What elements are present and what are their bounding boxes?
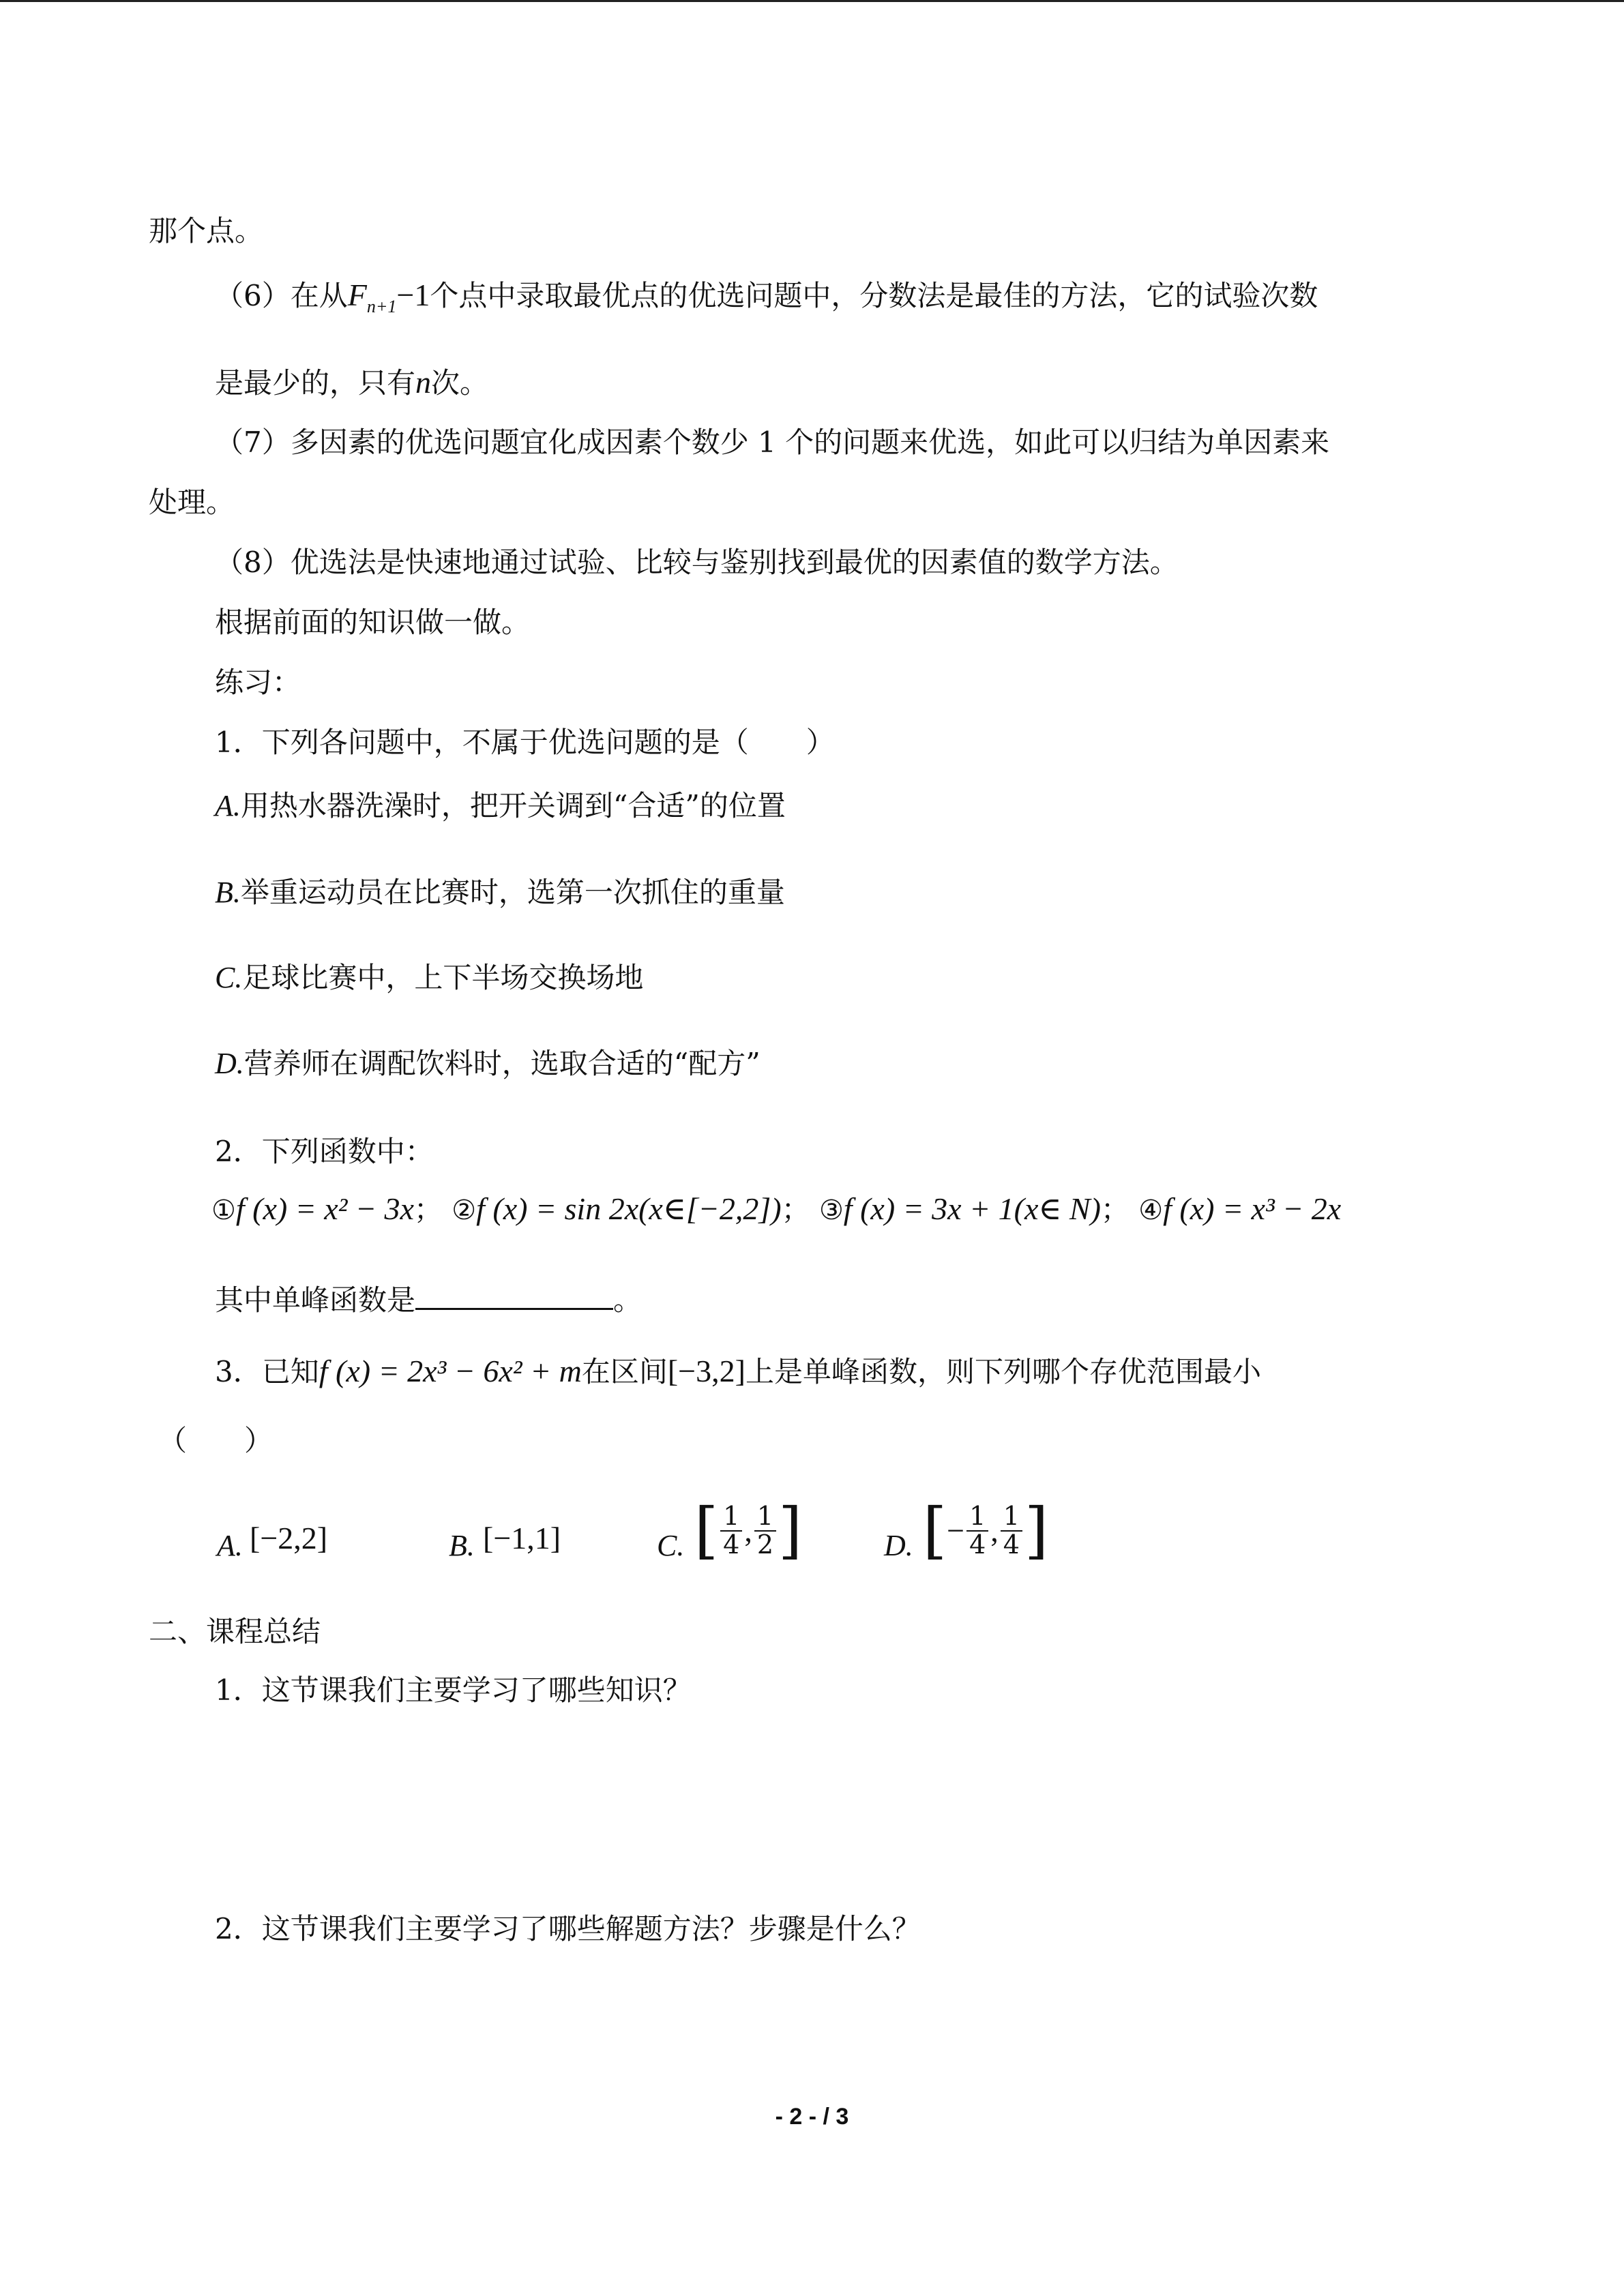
option-a (215, 791, 786, 821)
text-segment: （6）在从 (215, 279, 348, 312)
option-label: C. (657, 1529, 685, 1562)
text-segment: 其中单峰函数是 (215, 1283, 416, 1317)
answer-paren: （ ） (158, 1424, 274, 1457)
text-line: （7）多因素的优选问题宜化成因素个数少 1 个的问题来优选，如此可以归结为单因素来 (215, 426, 1330, 459)
top-border (0, 0, 1624, 2)
math-expr: f (x) = x³ − 2x (1163, 1191, 1342, 1226)
option-label: D. (215, 1047, 244, 1080)
fraction: $\frac{1}{4}$ (1001, 1503, 1022, 1559)
text-segment: 次。 (431, 366, 489, 400)
option-d (215, 1049, 761, 1079)
circled-number: ① (211, 1195, 236, 1226)
circled-number: ④ (1138, 1195, 1164, 1226)
option-text: 营养师在调配饮料时，选取合适的“配方” (243, 1047, 761, 1080)
option-label: D. (884, 1529, 913, 1562)
summary-question-2: 2．这节课我们主要学习了哪些解题方法？步骤是什么？ (215, 1912, 921, 1945)
question-2: 2．下列函数中： (215, 1135, 434, 1168)
option-value: [ − $\frac{1}{4}$ , $\frac{1}{4}$ ] (923, 1495, 1049, 1566)
text-segment: 是最少的，只有 (215, 366, 416, 400)
answer-blank (415, 1282, 613, 1310)
math-expr: f (x) = 2x³ − 6x² + m (319, 1354, 582, 1388)
math-expr: n (415, 365, 432, 400)
option-value: [−2,2] (250, 1521, 328, 1555)
option-label: A. (215, 789, 241, 822)
question-3 (215, 1356, 1261, 1387)
separator: ； (413, 1193, 443, 1226)
text-segment: 个点中录取最优点的优选问题中，分数法是最佳的方法，它的试验次数 (430, 279, 1318, 312)
option-text: 用热水器洗澡时，把开关调到“合适”的位置 (240, 789, 786, 822)
fraction: $\frac{1}{4}$ (720, 1503, 742, 1559)
section-heading: 二、课程总结 (149, 1615, 321, 1648)
circled-number: ③ (818, 1195, 844, 1226)
text-segment: 在区间 (581, 1355, 668, 1388)
math-expr: f (x) = sin 2x(x∈[−2,2]) (476, 1191, 782, 1226)
text-segment: 上是单峰函数，则下列哪个存优范围最小 (745, 1355, 1261, 1388)
separator: ； (781, 1193, 810, 1226)
option-value: [ $\frac{1}{4}$ , $\frac{1}{2}$ ] (694, 1495, 803, 1566)
text-segment: 3．已知 (215, 1355, 319, 1388)
option-label: C. (215, 961, 243, 994)
separator: ； (1100, 1193, 1130, 1226)
fraction: $\frac{1}{2}$ (754, 1503, 776, 1559)
function-list (211, 1193, 1341, 1225)
option-label: B. (449, 1529, 475, 1562)
fraction: $\frac{1}{4}$ (966, 1503, 988, 1559)
text-line: 根据前面的知识做一做。 (215, 606, 531, 639)
text-line: 那个点。 (149, 214, 264, 248)
summary-question-1: 1．这节课我们主要学习了哪些知识？ (215, 1673, 692, 1707)
text-line: （8）优选法是快速地通过试验、比较与鉴别找到最优的因素值的数学方法。 (215, 546, 1179, 579)
text-line (215, 1282, 642, 1315)
text-line (215, 280, 1318, 316)
option-text: 足球比赛中，上下半场交换场地 (242, 961, 644, 994)
option-c (215, 963, 643, 993)
math-expr: $F_{n+1}-1$ (347, 278, 430, 317)
math-expr: f (x) = x² − 3x (235, 1191, 414, 1226)
text-line (215, 367, 488, 398)
math-expr: [−3,2] (667, 1354, 745, 1388)
option-label: A. (217, 1529, 243, 1562)
circled-number: ② (452, 1195, 477, 1226)
option-value: [−1,1] (483, 1521, 561, 1555)
text-line: 练习： (215, 666, 301, 699)
math-expr: f (x) = 3x + 1(x∈ N) (843, 1191, 1101, 1226)
page-number: - 2 - / 3 (775, 2104, 849, 2130)
option-label: B. (215, 876, 241, 909)
option-b (215, 878, 785, 908)
text-line: 处理。 (149, 486, 235, 519)
text-segment: 。 (613, 1283, 643, 1317)
question-1: 1．下列各问题中，不属于优选问题的是（ ） (215, 726, 835, 759)
option-text: 举重运动员在比赛时，选第一次抓住的重量 (240, 876, 785, 909)
